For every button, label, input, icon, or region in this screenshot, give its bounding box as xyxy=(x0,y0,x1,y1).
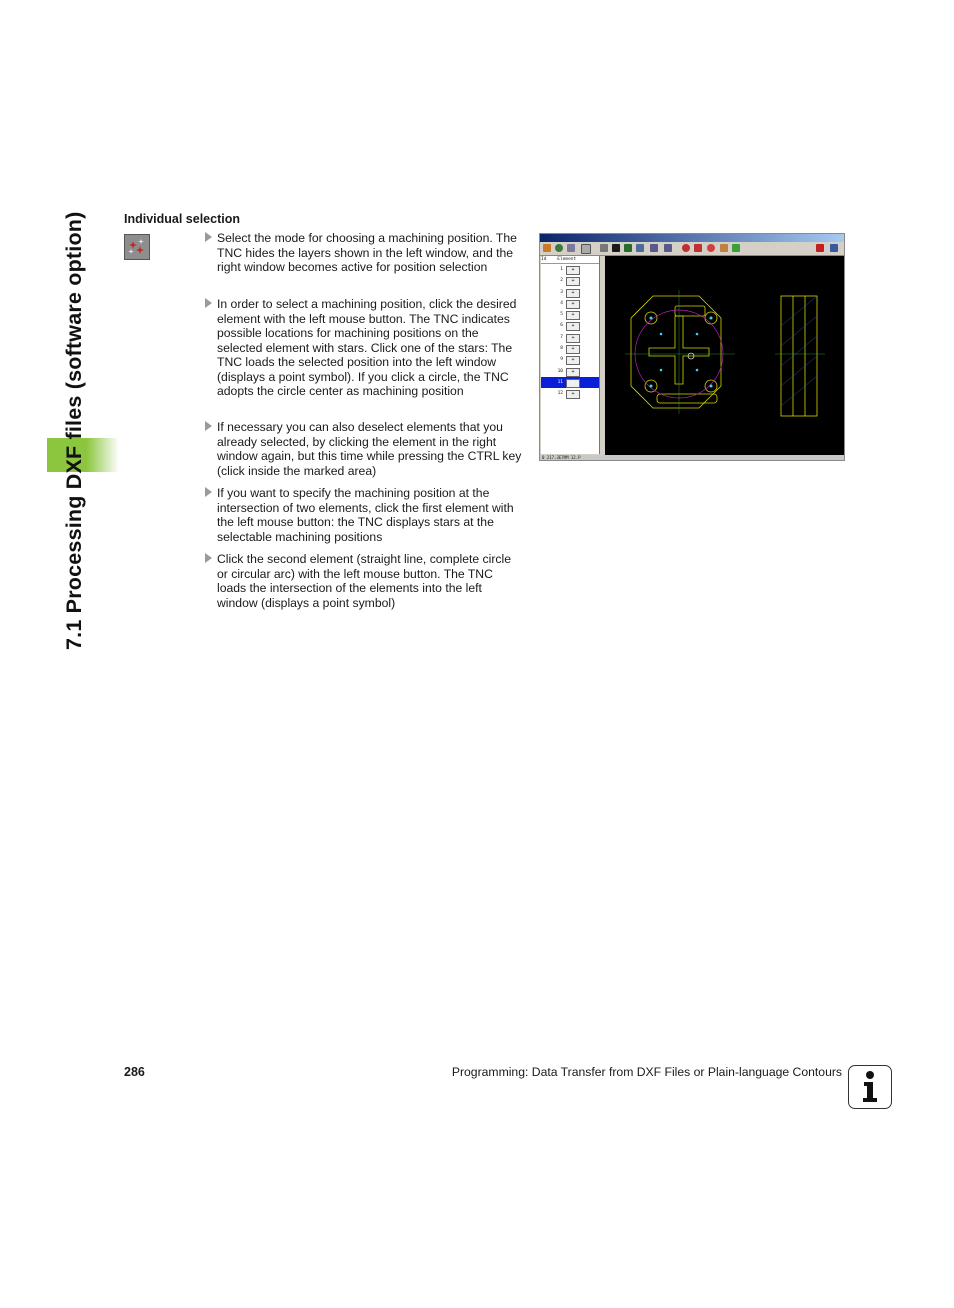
running-title: Programming: Data Transfer from DXF Files or Plain-language Contours xyxy=(451,1065,842,1079)
list-item-id: 3 xyxy=(560,289,563,295)
measure-icon xyxy=(650,244,658,252)
element-list-header: Id Element xyxy=(541,256,599,264)
page-number: 286 xyxy=(124,1065,145,1079)
list-item-element-button[interactable]: + xyxy=(566,334,580,343)
step-arrow-icon xyxy=(205,553,212,563)
list-item-id: 11 xyxy=(557,379,563,385)
list-item-element-button[interactable]: + xyxy=(566,345,580,354)
individual-selection-stars-icon xyxy=(124,234,150,260)
step-arrow-icon xyxy=(205,298,212,308)
list-item-id: 8 xyxy=(560,346,563,352)
toolbar xyxy=(540,242,844,256)
list-item-id: 1 xyxy=(560,267,563,272)
list-item-element-button[interactable]: + xyxy=(566,390,580,399)
close-icon xyxy=(816,244,824,252)
list-item-element-button[interactable]: + xyxy=(566,379,580,388)
list-item-element-button[interactable]: + xyxy=(566,356,580,365)
list-item-element-button[interactable]: + xyxy=(566,368,580,377)
instruction-step-5: Click the second element (straight line, complete circle or circular arc) with the left mouse button. The TNC loads the intersection of the elements into the left window (displays a point symbol) xyxy=(217,552,522,610)
position-mode-icon xyxy=(581,244,591,254)
list-item-element-button[interactable]: + xyxy=(566,322,580,331)
reference-point-icon xyxy=(567,244,575,252)
no-entry-icon xyxy=(707,244,715,252)
list-item-element-button[interactable]: + xyxy=(566,300,580,309)
list-item-id: 5 xyxy=(560,312,563,318)
list-item-id: 4 xyxy=(560,300,563,306)
cad-drawing-view xyxy=(605,256,844,456)
list-item-id: 7 xyxy=(560,334,563,340)
list-item-element-button[interactable]: + xyxy=(566,289,580,298)
list-item-id: 9 xyxy=(560,357,563,363)
step-arrow-icon xyxy=(205,232,212,242)
list-item[interactable] xyxy=(541,264,599,275)
zoom-icon xyxy=(600,244,608,252)
chapter-side-title: 7.1 Processing DXF files (software option) xyxy=(62,211,86,650)
list-item[interactable] xyxy=(541,298,599,309)
list-item[interactable] xyxy=(541,366,599,377)
help-icon xyxy=(830,244,838,252)
arrow-icon xyxy=(732,244,740,252)
list-item[interactable] xyxy=(541,377,599,388)
list-item[interactable] xyxy=(541,354,599,365)
element-list-rows xyxy=(541,264,599,400)
cross-icon xyxy=(694,244,702,252)
open-file-icon xyxy=(543,244,551,252)
list-item[interactable] xyxy=(541,388,599,399)
list-item-element-button[interactable]: + xyxy=(566,277,580,286)
contour-icon xyxy=(612,244,620,252)
list-item-id: 10 xyxy=(557,368,563,374)
instruction-step-2: In order to select a machining position, click the desired element with the left mouse button. The TNC indicates possible locations for machining positions on the selected element with stars. Click one of the stars: The TNC loads the selected position into the left window (displays a point symbol). If you click a circle, the TNC adopts the circle center as machining position xyxy=(217,297,522,399)
list-item[interactable] xyxy=(541,287,599,298)
list-item-id: 6 xyxy=(560,323,563,329)
info-icon xyxy=(848,1065,892,1109)
dxf-converter-screenshot xyxy=(539,233,845,461)
measure-icon-2 xyxy=(664,244,672,252)
list-item-element-button[interactable]: + xyxy=(566,311,580,320)
status-bar: 0 217.3E7MM 12.P xyxy=(540,455,845,461)
list-item[interactable] xyxy=(541,343,599,354)
step-arrow-icon xyxy=(205,487,212,497)
grid-icon xyxy=(636,244,644,252)
list-item-element-button[interactable]: + xyxy=(566,266,580,275)
list-item[interactable] xyxy=(541,275,599,286)
step-arrow-icon xyxy=(205,421,212,431)
section-heading: Individual selection xyxy=(124,212,240,226)
instruction-step-3: If necessary you can also deselect elements that you already selected, by clicking the element in the right window again, but this time while pressing the CTRL key (click inside the marked area) xyxy=(217,420,522,478)
instruction-step-1: Select the mode for choosing a machining position. The TNC hides the layers shown in the left window, and the right window becomes active for position selection xyxy=(217,231,522,275)
list-item-id: 2 xyxy=(560,278,563,284)
pen-icon xyxy=(720,244,728,252)
select-icon xyxy=(624,244,632,252)
element-list-pane xyxy=(541,256,600,454)
instruction-step-4: If you want to specify the machining position at the intersection of two elements, click the first element with the left mouse button: the TNC displays stars at the selectable machining positions xyxy=(217,486,522,544)
list-item[interactable] xyxy=(541,320,599,331)
layer-icon xyxy=(555,244,563,252)
window-titlebar xyxy=(540,234,844,242)
circle-icon xyxy=(682,244,690,252)
list-item-id: 12 xyxy=(557,391,563,397)
list-item[interactable] xyxy=(541,332,599,343)
list-item[interactable] xyxy=(541,309,599,320)
